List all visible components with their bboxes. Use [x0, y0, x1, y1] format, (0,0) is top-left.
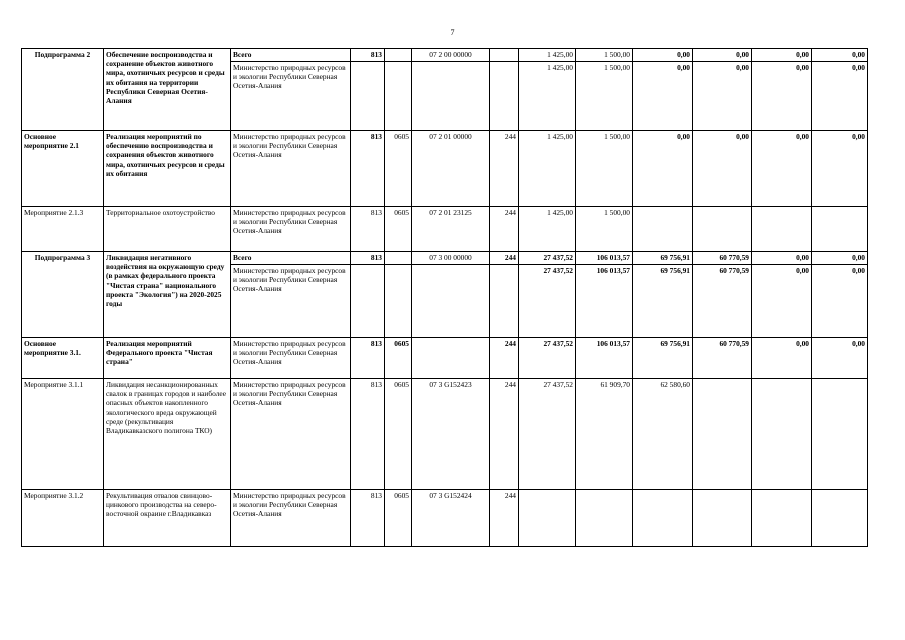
row-status: Основное мероприятие 3.1.	[22, 338, 104, 379]
table-row	[22, 490, 868, 547]
cell-2024: 0,00	[812, 131, 868, 207]
cell-csr: 07 2 00 00000	[412, 49, 490, 62]
cell-2020: 1 500,00	[576, 62, 633, 131]
cell-vr: 244	[490, 207, 519, 252]
cell-vr: 244	[490, 252, 519, 265]
cell-2022: 0,00	[693, 131, 752, 207]
cell-vr	[490, 49, 519, 62]
cell-vr: 244	[490, 131, 519, 207]
cell-rzpr	[385, 265, 412, 338]
table-row	[22, 207, 868, 252]
row-name: Территориальное охотоустройство	[104, 207, 231, 252]
cell-csr: 07 2 01 00000	[412, 131, 490, 207]
cell-rzpr: 0605	[385, 490, 412, 547]
cell-2020: 106 013,57	[576, 338, 633, 379]
row-executor: Министерство природных ресурсов и экологии Республики Северная Осетия-Алания	[231, 62, 351, 131]
cell-2023	[752, 207, 812, 252]
cell-rzpr	[385, 62, 412, 131]
row-status: Мероприятие 3.1.1	[22, 379, 104, 490]
cell-grbs: 813	[351, 131, 385, 207]
cell-2022: 60 770,59	[693, 252, 752, 265]
cell-2022	[693, 379, 752, 490]
cell-grbs: 813	[351, 252, 385, 265]
table-row	[22, 379, 868, 490]
cell-csr: 07 3 G152423	[412, 379, 490, 490]
cell-2021: 0,00	[633, 62, 693, 131]
cell-vr: 244	[490, 379, 519, 490]
cell-rzpr	[385, 252, 412, 265]
cell-2023: 0,00	[752, 131, 812, 207]
row-name: Рекультивация отвалов свинцово-цинкового производства на северо-восточной окраине г.Владикавказ	[104, 490, 231, 547]
cell-2024: 0,00	[812, 252, 868, 265]
cell-2024: 0,00	[812, 62, 868, 131]
row-name: Ликвидация несанкционированных свалок в границах городов и наиболее опасных объектов накопленного экологического вреда окружающей среде (рекультивация Владикавказского полигона ТКО)	[104, 379, 231, 490]
cell-2024: 0,00	[812, 265, 868, 338]
row-executor: Министерство природных ресурсов и экологии Республики Северная Осетия-Алания	[231, 265, 351, 338]
row-executor: Министерство природных ресурсов и экологии Республики Северная Осетия-Алания	[231, 338, 351, 379]
cell-csr	[412, 338, 490, 379]
row-executor: Всего	[231, 252, 351, 265]
cell-2019: 27 437,52	[519, 338, 576, 379]
cell-2020: 106 013,57	[576, 265, 633, 338]
cell-2019: 27 437,52	[519, 265, 576, 338]
cell-2024: 0,00	[812, 338, 868, 379]
table-row	[22, 131, 868, 207]
cell-2022	[693, 490, 752, 547]
cell-2021: 69 756,91	[633, 252, 693, 265]
cell-2022: 60 770,59	[693, 265, 752, 338]
row-status: Подпрограмма 3	[22, 252, 104, 338]
row-executor: Министерство природных ресурсов и экологии Республики Северная Осетия-Алания	[231, 207, 351, 252]
row-status: Мероприятие 2.1.3	[22, 207, 104, 252]
row-executor: Министерство природных ресурсов и экологии Республики Северная Осетия-Алания	[231, 131, 351, 207]
cell-vr: 244	[490, 490, 519, 547]
cell-2022	[693, 207, 752, 252]
cell-2021: 69 756,91	[633, 338, 693, 379]
table-row	[22, 49, 868, 62]
cell-csr	[412, 62, 490, 131]
row-status: Мероприятие 3.1.2	[22, 490, 104, 547]
row-executor: Министерство природных ресурсов и экологии Республики Северная Осетия-Алания	[231, 379, 351, 490]
cell-rzpr: 0605	[385, 131, 412, 207]
cell-2022: 0,00	[693, 49, 752, 62]
cell-vr	[490, 62, 519, 131]
row-executor: Всего	[231, 49, 351, 62]
row-executor: Министерство природных ресурсов и экологии Республики Северная Осетия-Алания	[231, 490, 351, 547]
cell-csr: 07 3 G152424	[412, 490, 490, 547]
cell-2023: 0,00	[752, 338, 812, 379]
cell-2020: 106 013,57	[576, 252, 633, 265]
table-row	[22, 338, 868, 379]
cell-grbs: 813	[351, 207, 385, 252]
cell-2020: 1 500,00	[576, 207, 633, 252]
cell-2020: 1 500,00	[576, 49, 633, 62]
cell-2023: 0,00	[752, 62, 812, 131]
cell-2023: 0,00	[752, 49, 812, 62]
cell-2020: 61 909,70	[576, 379, 633, 490]
cell-2023	[752, 379, 812, 490]
cell-2019	[519, 490, 576, 547]
cell-csr	[412, 265, 490, 338]
row-status: Основное мероприятие 2.1	[22, 131, 104, 207]
cell-grbs	[351, 62, 385, 131]
cell-csr: 07 3 00 00000	[412, 252, 490, 265]
cell-grbs: 813	[351, 338, 385, 379]
cell-2022: 60 770,59	[693, 338, 752, 379]
cell-rzpr: 0605	[385, 338, 412, 379]
cell-vr: 244	[490, 338, 519, 379]
row-name: Реализация мероприятий Федерального проекта "Чистая страна"	[104, 338, 231, 379]
cell-2019: 1 425,00	[519, 207, 576, 252]
cell-2019: 27 437,52	[519, 252, 576, 265]
cell-2019: 1 425,00	[519, 62, 576, 131]
cell-2024	[812, 379, 868, 490]
cell-2021	[633, 490, 693, 547]
row-name: Обеспечение воспроизводства и сохранение объектов животного мира, охотничьих ресурсов и среды их обитания на территории Республики Северная Осетия-Алания	[104, 49, 231, 131]
cell-2021: 0,00	[633, 131, 693, 207]
cell-2024	[812, 207, 868, 252]
cell-2021	[633, 207, 693, 252]
cell-2024	[812, 490, 868, 547]
cell-rzpr	[385, 49, 412, 62]
cell-2024: 0,00	[812, 49, 868, 62]
cell-2019: 1 425,00	[519, 49, 576, 62]
budget-table	[21, 48, 868, 547]
row-status: Подпрограмма 2	[22, 49, 104, 131]
cell-2022: 0,00	[693, 62, 752, 131]
cell-grbs: 813	[351, 49, 385, 62]
row-name: Ликвидация негативного воздействия на окружающую среду (в рамках федерального проекта "Чистая страна" национального проекта "Экология") на 2020-2025 годы	[104, 252, 231, 338]
cell-2023: 0,00	[752, 252, 812, 265]
row-name: Реализация мероприятий по обеспечению воспроизводства и сохранения объектов животного мира, охотничьих ресурсов и среды их обитания	[104, 131, 231, 207]
cell-2021: 62 580,60	[633, 379, 693, 490]
table-row	[22, 252, 868, 265]
cell-grbs: 813	[351, 490, 385, 547]
cell-2019: 1 425,00	[519, 131, 576, 207]
cell-2019: 27 437,52	[519, 379, 576, 490]
cell-2021: 0,00	[633, 49, 693, 62]
cell-2020: 1 500,00	[576, 131, 633, 207]
cell-2020	[576, 490, 633, 547]
page-number: 7	[450, 28, 455, 37]
cell-grbs	[351, 265, 385, 338]
cell-rzpr: 0605	[385, 379, 412, 490]
cell-2023	[752, 490, 812, 547]
cell-vr	[490, 265, 519, 338]
cell-2023: 0,00	[752, 265, 812, 338]
cell-rzpr: 0605	[385, 207, 412, 252]
cell-grbs: 813	[351, 379, 385, 490]
cell-csr: 07 2 01 23125	[412, 207, 490, 252]
cell-2021: 69 756,91	[633, 265, 693, 338]
